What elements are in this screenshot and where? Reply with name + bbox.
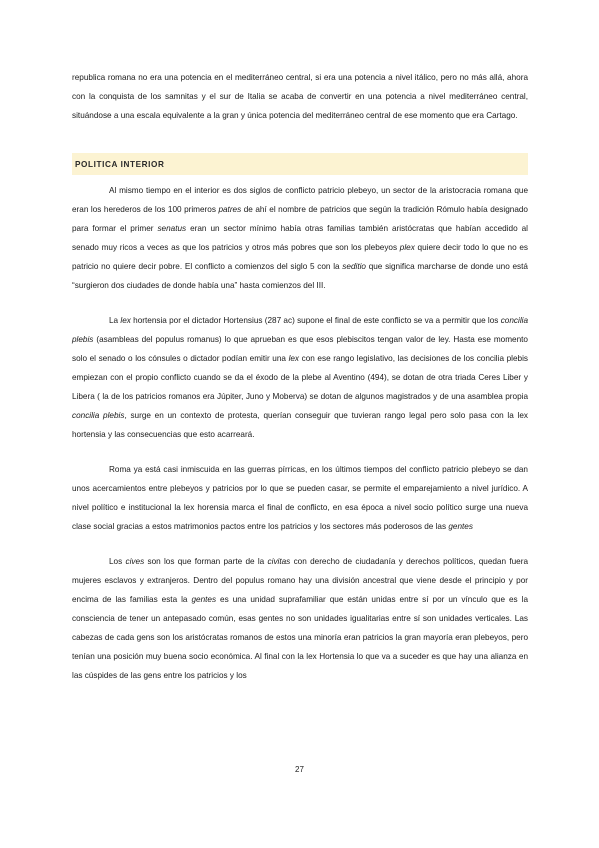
paragraph-2-italic-lex: lex [120, 316, 131, 325]
section-heading: POLITICA INTERIOR [75, 159, 165, 169]
paragraph-2-italic-concilia-plebis-2: concilia plebis [72, 411, 125, 420]
paragraph-3-italic-gentes: gentes [448, 522, 473, 531]
paragraph-2-text-e: (asambleas del populus romanus) lo que aprueban es que esos plebiscitos tengan valor de ley. Hasta ese momento solo el senado o los cónsules o dictador podían emitir una [72, 335, 528, 363]
intro-paragraph [72, 68, 528, 125]
paragraph-2-text-a: La [109, 316, 121, 325]
paragraph-1 [72, 181, 528, 295]
section-heading-band [72, 153, 528, 175]
paragraph-1-text-i: que significa marcharse de donde uno está “surgieron dos ciudades de donde había una” hasta comienzos del III. [72, 262, 528, 290]
paragraph-1-italic-seditio: seditio [342, 262, 366, 271]
paragraph-1-text-g: quiere decir todo lo que no es patricio no quiere decir pobre. El conflicto a comienzos del siglo 5 con la [72, 243, 529, 271]
paragraph-2-text-c: hortensia por el dictador Hortensius (287 ac) supone el final de este conflicto se va a permitir que los [130, 316, 501, 325]
paragraph-4 [72, 552, 528, 685]
paragraph-1-italic-plex: plex [399, 243, 415, 252]
paragraph-4-italic-gentes: gentes [191, 595, 217, 604]
paragraph-4-italic-cives: cives [125, 557, 145, 566]
paragraph-2-text-i: , surge en un contexto de protesta, querían conseguir que tuvieran rango legal pero solo pasa con la lex hortensia y las consecuencias que esto acarreará. [72, 411, 528, 439]
paragraph-3-text-a: Roma ya está casi inmiscuida en las guerras pírricas, en los últimos tiempos del conflicto patricio plebeyo se dan unos acercamientos entre plebeyos y patricios por lo que se pueden casar, se permite el emparejamiento a nivel jurídico. A nivel político e institucional la lex horensia marca el final de conflicto, en esa época a nivel socio político surge una nueva clase social gracias a estos matrimonios pactos entre los patricios y los sectores más poderosos de las [72, 465, 528, 531]
paragraph-1-italic-patres: patres [218, 205, 242, 214]
paragraph-1-text-e: eran un sector mínimo había otras familias también aristócratas que habían accedido al senado muy ricos a veces as que los patricios y otros más pobres que son los plebeyos [72, 224, 528, 252]
paragraph-4-text-c: son los que forman parte de la [144, 557, 268, 566]
paragraph-3 [72, 460, 528, 536]
paragraph-2-italic-lex-2: lex [288, 354, 300, 363]
paragraph-2-text-g: con ese rango legislativo, las decisiones de los concilia plebis empiezan con el propio conflicto cuando se da el éxodo de la plebe al Aventino (494), se dotan de otra triada Ceres Liber y Libera ( la de los patricios romanos era Júpiter, Juno y Moberva) se dotan de algunos magistrados y de una asamblea propia [72, 354, 528, 401]
intro-text: republica romana no era una potencia en el mediterráneo central, si era una potencia a nivel itálico, pero no más allá, ahora con la conquista de los samnitas y el sur de Italia se acaba de convertir en una potencia a nivel mediterráneo central, situándose a una escala equivalente a la gran y única potencia del mediterráneo central de ese momento que era Cartago. [72, 73, 528, 120]
paragraph-1-text-c: de ahí el nombre de patricios que según la tradición Rómulo había designado para formar el primer [72, 205, 528, 233]
paragraph-2-italic-concilia-plebis: concilia plebis [72, 316, 529, 344]
page-content [72, 68, 528, 685]
paragraph-2 [72, 311, 528, 444]
page-number: 27 [295, 765, 304, 774]
paragraph-1-text-a: Al mismo tiempo en el interior es dos siglos de conflicto patricio plebeyo, un sector de la aristocracia romana que eran los herederos de los 100 primeros [72, 186, 528, 214]
paragraph-4-text-e: con derecho de ciudadanía y derechos políticos, quedan fuera mujeres esclavos y extranjeros. Dentro del populus romano hay una división ancestral que viene desde el principio y por encima de las familias esta la [72, 557, 529, 604]
paragraph-1-italic-senatus: senatus [157, 224, 187, 233]
paragraph-4-text-a: Los [109, 557, 126, 566]
paragraph-4-text-g: es una unidad suprafamiliar que están unidas entre sí por un vínculo que es la consciencia de tener un antepasado común, esas gentes no son unidades igualitarias entre sí son unidades verticales. Las cabezas de cada gens son los aristócratas romanos de estos una minoría eran patricios la gran mayoría eran plebeyos, pero tenían una posición muy buena socio económica. Al final con la lex Hortensia lo que va a suceder es que hay una alianza en las cúspides de las gens entre los patricios y los [72, 595, 529, 680]
paragraph-4-italic-civitas: civitas [267, 557, 291, 566]
